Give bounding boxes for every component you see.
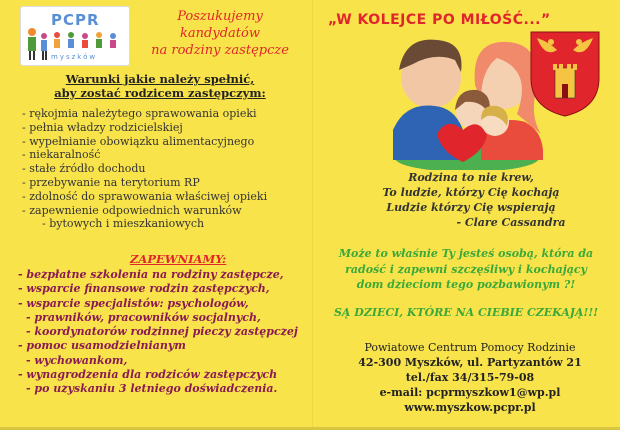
event-title: „W KOLEJCE PO MIŁOŚĆ...” [328, 12, 551, 28]
list-item: - pełnia władzy rodzicielskiej [22, 121, 312, 135]
list-item [22, 217, 312, 231]
list-item-text: wychowankom, [34, 353, 128, 367]
quote [336, 170, 606, 230]
appeal-message [318, 246, 614, 293]
contact-email: e-mail: pcprmyszkow1@wp.pl [379, 386, 561, 399]
logo-people-icon [51, 31, 127, 49]
family-illustration [385, 30, 550, 170]
message-line: radość i zapewni szczęśliwy i kochający [345, 262, 587, 276]
list-item: - pomoc usamodzielnianym [18, 339, 314, 353]
guarantees-list [18, 268, 314, 397]
list-item: - stałe źródło dochodu [22, 162, 312, 176]
list-item-continuation [18, 311, 314, 325]
list-item-text: koordynatorów rodzinnej pieczy zastępczej [34, 325, 298, 339]
conditions-title [30, 72, 290, 100]
list-item-continuation [18, 382, 314, 396]
list-item: - przebywanie na terytorium RP [22, 176, 312, 190]
contact-org: Powiatowe Centrum Pomocy Rodzinie [364, 341, 576, 354]
quote-line: Ludzie którzy Cię wspierają [386, 201, 556, 214]
pcpr-logo [20, 6, 130, 66]
contact-website: www.myszkow.pcpr.pl [404, 401, 536, 414]
guarantees-title: ZAPEWNIAMY: [130, 252, 227, 266]
list-item: - wynagrodzenia dla rodziców zastępczych [18, 368, 314, 382]
list-item: - niekaralność [22, 148, 312, 162]
contact-phone: tel./fax 34/315-79-08 [405, 371, 535, 384]
message-line: dom dzieciom tego pozbawionym ?! [356, 278, 576, 292]
list-item: - bezpłatne szkolenia na rodziny zastępcze, [18, 268, 314, 282]
conditions-title-line: aby zostać rodzicem zastępczym: [54, 86, 266, 100]
contact-block [340, 340, 600, 415]
conditions-title-line: Warunki jakie należy spełnić, [65, 72, 255, 86]
list-item-continuation: bytowych i mieszkaniowych [49, 217, 205, 231]
headline-line: kandydatów [180, 26, 260, 41]
family-figures-icon [25, 27, 51, 61]
list-item: - rękojmia należytego sprawowania opieki [22, 107, 312, 121]
message-line: Może to właśnie Ty jesteś osobą, która da [338, 247, 594, 260]
list-item: - wsparcie finansowe rodzin zastępczych, [18, 282, 314, 296]
list-item: - wypełnianie obowiązku alimentacyjnego [22, 135, 312, 149]
list-item-text: prawników, pracowników socjalnych, [34, 310, 261, 324]
list-item-continuation [18, 325, 314, 339]
logo-city: myszków [51, 53, 98, 61]
conditions-list [22, 107, 312, 231]
city-coat-of-arms-icon [527, 28, 603, 118]
list-item: - wsparcie specjalistów: psychologów, [18, 297, 314, 311]
logo-brand: PCPR [51, 11, 100, 29]
quote-author: - Clare Cassandra [456, 216, 566, 229]
headline-line: Poszukujemy [177, 9, 263, 24]
list-item-text: po uzyskaniu 3 letniego doświadczenia. [34, 382, 278, 396]
quote-line: To ludzie, którzy Cię kochają [382, 186, 560, 199]
headline [130, 8, 310, 59]
quote-line: Rodzina to nie krew, [408, 171, 534, 184]
list-item-continuation [18, 354, 314, 368]
list-item: - zdolność do sprawowania właściwej opieki [22, 190, 312, 204]
headline-line: na rodziny zastępcze [151, 43, 289, 58]
contact-address: 42-300 Myszków, ul. Partyzantów 21 [358, 356, 582, 369]
list-item: - zapewnienie odpowiednich warunków [22, 204, 312, 218]
call-to-action: SĄ DZIECI, KTÓRE NA CIEBIE CZEKAJĄ!!! [333, 306, 599, 319]
